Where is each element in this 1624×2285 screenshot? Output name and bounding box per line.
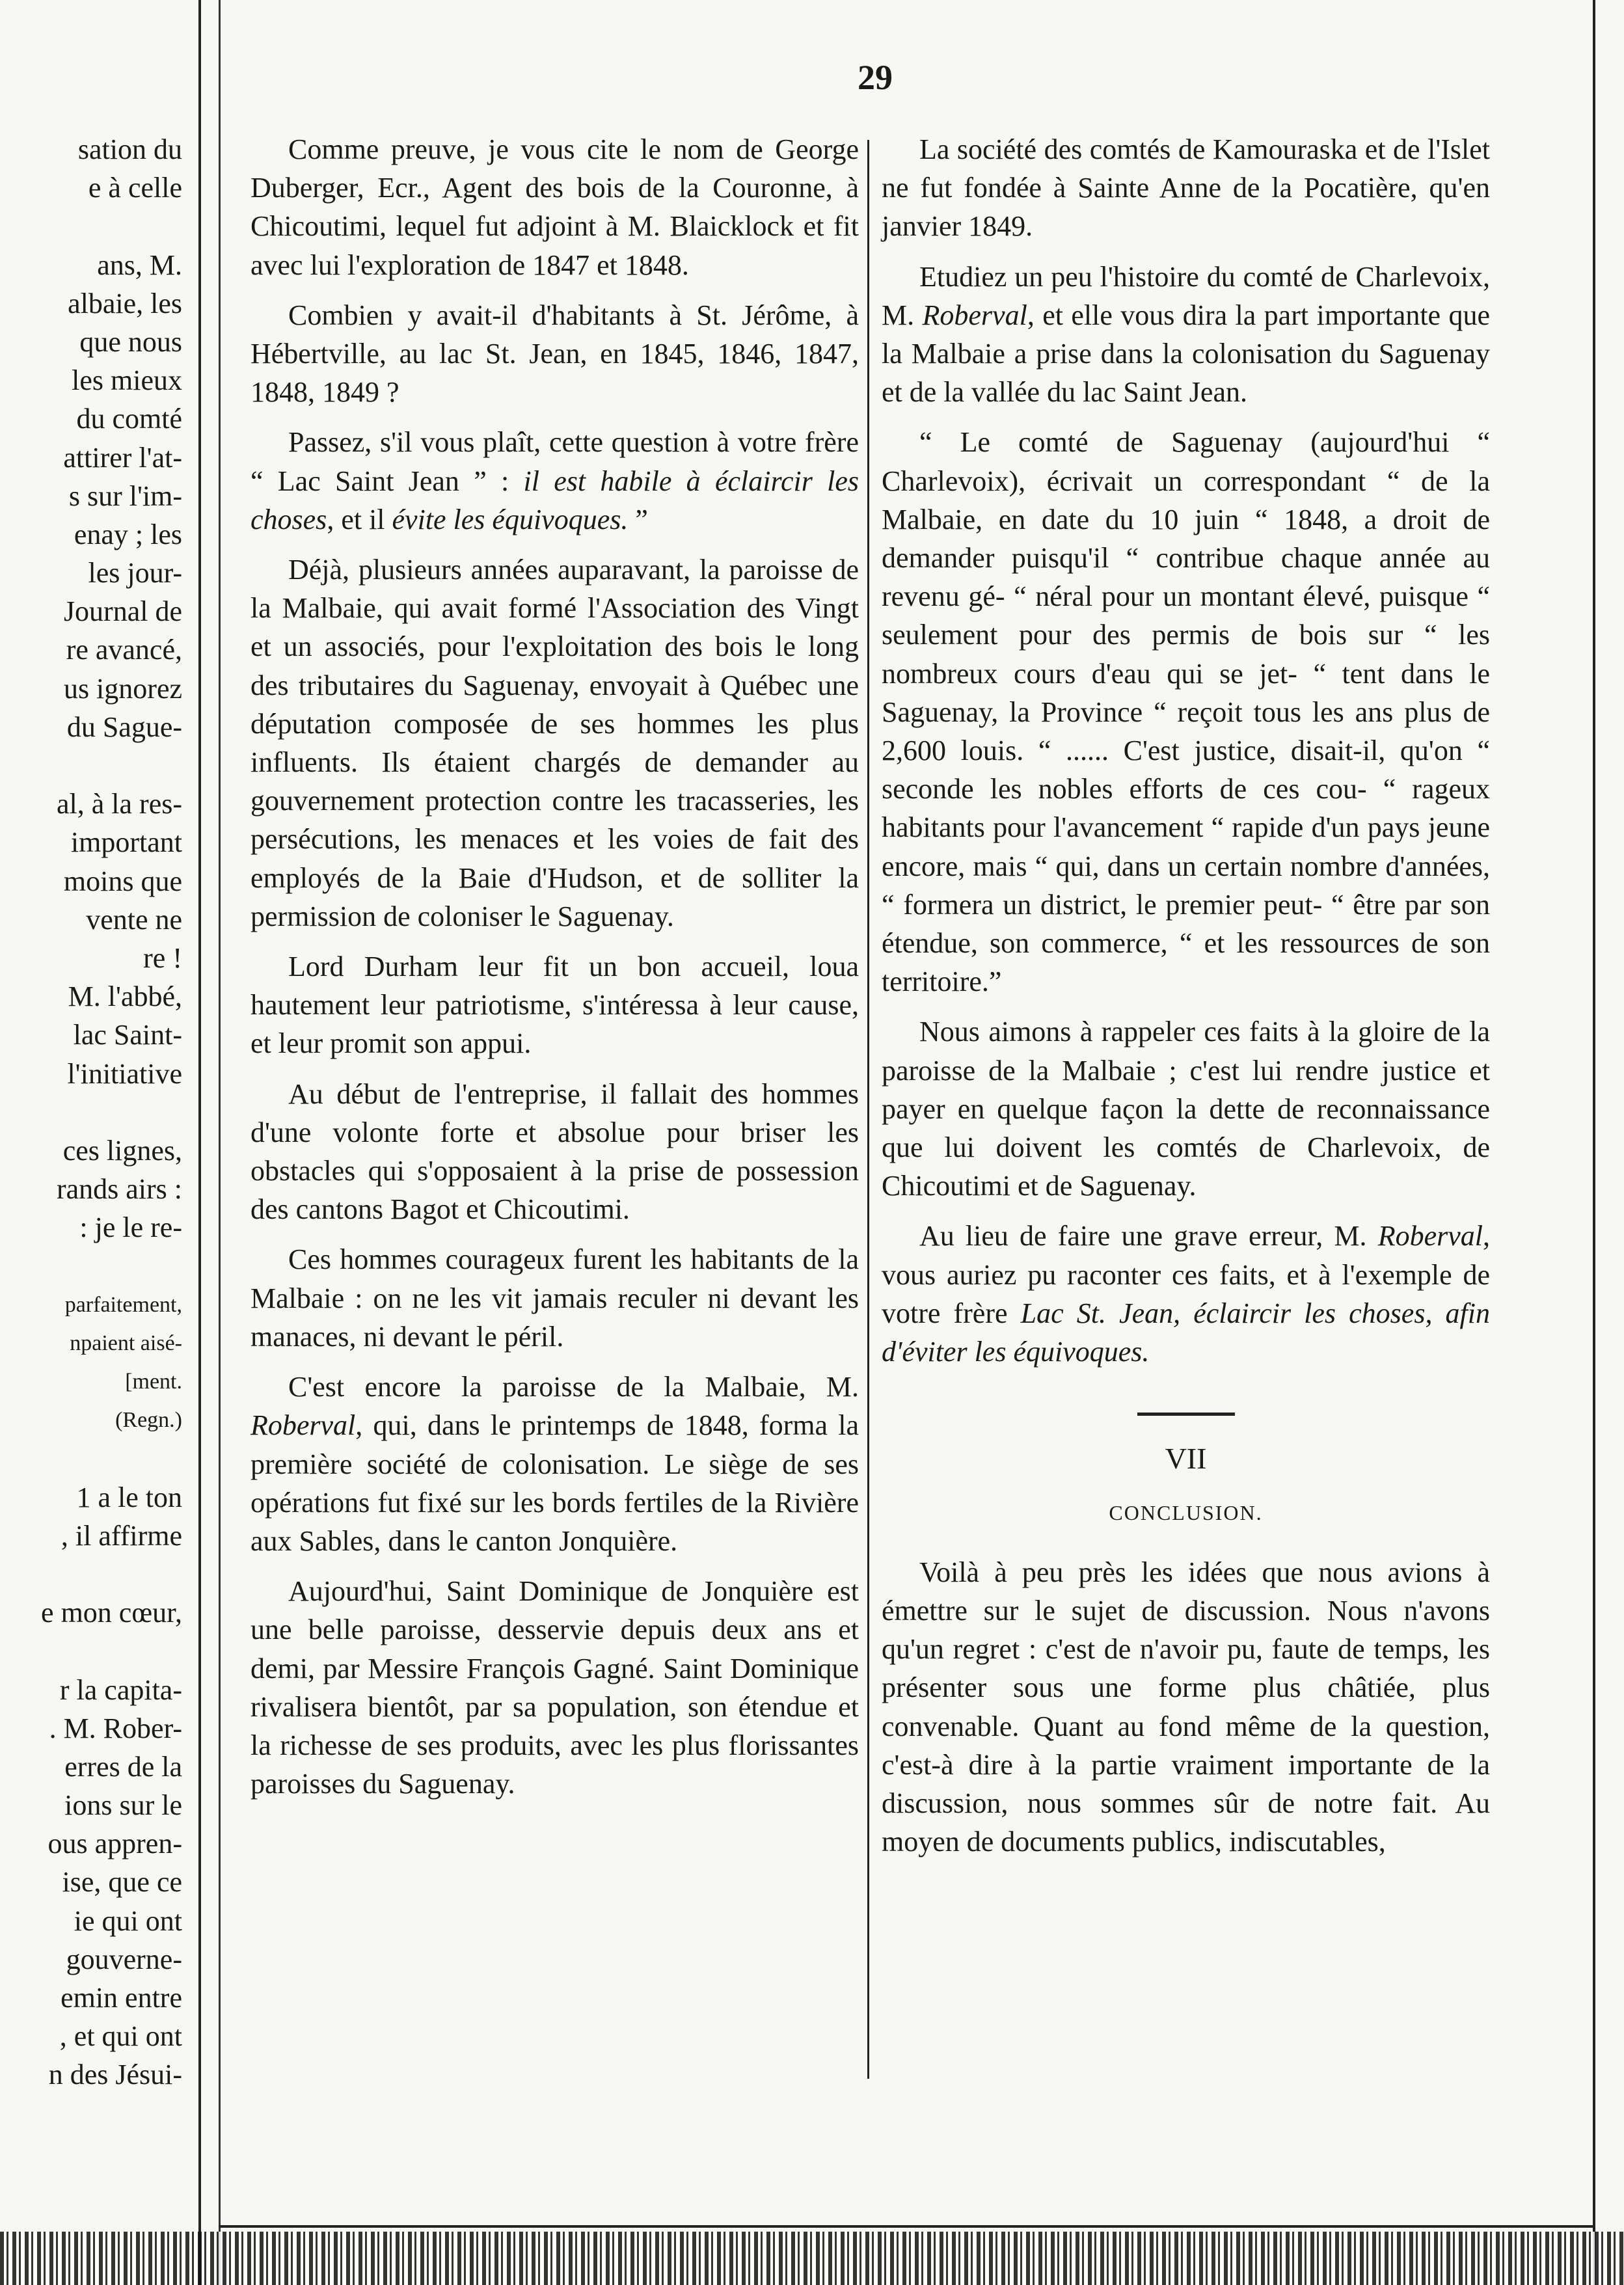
fragment-line: Journal de	[63, 595, 182, 628]
fragment-line: al, à la res-	[57, 788, 182, 820]
fragment-line: us ignorez	[63, 672, 182, 705]
paragraph	[882, 258, 1490, 412]
text-run: C'est encore la paroisse de la Malbaie, M.	[288, 1371, 859, 1403]
fragment-line: parfaitement,	[64, 1292, 182, 1317]
paragraph: Au début de l'entreprise, il fallait des hommes d'une volonte forte et absolue pour briser les obstacles qui s'opposaient à la prise de possession des cantons Bagot et Chicoutimi.	[250, 1077, 859, 1226]
fragment-line: : je le re-	[79, 1211, 182, 1244]
section-number: VII	[1165, 1442, 1207, 1476]
italic-text: Roberval	[1377, 1220, 1483, 1252]
italic-text: Roberval	[250, 1409, 356, 1442]
fragment-line	[0, 207, 182, 245]
fragment-line: r la capita-	[59, 1673, 182, 1706]
fragment-line	[0, 1632, 182, 1670]
text-run: , et elle vous dira la part importante que la Malbaie a prise dans la colonisation du Saguenay et de la vallée du lac Saint Jean.	[882, 299, 1490, 409]
fragment-line: l'initiative	[67, 1057, 182, 1090]
fragment-line: M. l'abbé,	[68, 980, 182, 1013]
paragraph: Combien y avait-il d'habitants à St. Jérôme, à Hébertville, au lac St. Jean, en 1845, 1846, 1847, 1848, 1849 ?	[250, 299, 859, 409]
paragraph: Déjà, plusieurs années auparavant, la paroisse de la Malbaie, qui avait formé l'Association des Vingt et un associés, pour l'exploitation des bois le long des tributaires du Saguenay, envoyait à Québec une députation composée de ses hommes les plus influents. Ils étaient chargés de demander au gouvernement protection contre les tracasseries, les persécutions, les menaces et les voies de fait des employés de la Baie d'Hudson, et de solliter la permission de coloniser le Saguenay.	[250, 554, 859, 932]
paragraph: Ces hommes courageux furent les habitants de la Malbaie : on ne les vit jamais reculer ni devant les manaces, ni devant le péril.	[250, 1243, 859, 1353]
section-title: CONCLUSION.	[1109, 1500, 1263, 1524]
fragment-line: n des Jésui-	[48, 2059, 182, 2091]
paragraph: Comme preuve, je vous cite le nom de George Duberger, Ecr., Agent des bois de la Couronne, à Chicoutimi, lequel fut adjoint à M. Blaicklock et fit avec lui l'exploration de 1847 et 1848.	[250, 133, 859, 281]
fragment-line	[0, 1247, 182, 1285]
page-fold-line	[198, 0, 201, 2285]
fragment-line: ions sur le	[64, 1789, 182, 1822]
section-rule	[1137, 1413, 1235, 1416]
paragraph: Lord Durham leur fit un bon accueil, loua hautement leur patriotisme, s'intéressa à leur cause, et leur promit son appui.	[250, 951, 859, 1060]
fragment-line: (Regn.)	[115, 1408, 182, 1433]
fragment-line: gouverne-	[66, 1943, 182, 1975]
fragment-line: ous appren-	[47, 1828, 182, 1860]
page-border-bottom	[219, 2225, 1593, 2228]
fragment-line: important	[70, 826, 182, 859]
right-column	[882, 130, 1490, 1873]
scan-edge-strip	[0, 2232, 1624, 2285]
fragment-line: attirer l'at-	[63, 441, 182, 474]
fragment-line: ise, que ce	[62, 1866, 182, 1899]
fragment-line	[0, 746, 182, 785]
paragraph: Nous aimons à rappeler ces faits à la gloire de la paroisse de la Malbaie ; c'est lui rendre justice et payer en quelque façon la dette de reconnaissance que lui doivent les comtés de Charlevoix, de Chicoutimi et de Saguenay.	[882, 1016, 1490, 1202]
fragment-line: albaie, les	[68, 287, 182, 319]
quoted-paragraph: “ Le comté de Saguenay (aujourd'hui “ Charlevoix), écrivait un correspondant “ de la Malbaie, en date du 10 juin “ 1848, a droit de demander puisqu'il “ contribue chaque année au revenu gé- “ néral pour un montant élevé, puisque “ seulement pour des permis de bois sur “ les nombreux cours d'eau qui se jet- “ tent dans le Saguenay, la Province “ reçoit tous les ans plus de 2,600 louis. “ ...... C'est justice, disait-il, qu'on “ seconde les nobles efforts de ces cou- “ rageux habitants pour l'avancement “ rapide d'un pays jeune encore, mais “ qui, dans un certain nombre d'années, “ formera un district, le premier peut- “ être par son étendue, son commerce, “ et les ressources de son territoire.”	[882, 426, 1490, 998]
fragment-line: les mieux	[72, 364, 182, 397]
page-number: 29	[858, 58, 893, 97]
fragment-line: ces lignes,	[62, 1134, 182, 1167]
paragraph: Aujourd'hui, Saint Dominique de Jonquière est une belle paroisse, desservie depuis deux ans et demi, par Messire François Gagné. Saint Dominique rivalisera bientôt, par sa population, son étendue et la richesse de ses produits, avec les plus florissantes paroisses du Saguenay.	[250, 1575, 859, 1800]
page-border-right	[1593, 0, 1595, 2285]
page-border-left	[219, 0, 221, 2285]
paragraph	[250, 1368, 859, 1560]
fragment-line: erres de la	[64, 1750, 182, 1783]
text-run: , qui, dans le printemps de 1848, forma la première société de colonisation. Le siège de ses opérations fut fixé sur les bords fertiles de la Rivière aux Sables, dans le canton Jonquière.	[250, 1409, 859, 1557]
fragment-line: emin entre	[61, 1982, 182, 2014]
italic-text: Lac St. Jean, éclaircir les choses, afin d'éviter les équivoques.	[882, 1297, 1490, 1368]
italic-text: il est habile à éclaircir les choses	[250, 465, 859, 535]
fragment-line: enay ; les	[74, 518, 182, 550]
paragraph: Voilà à peu près les idées que nous avions à émettre sur le sujet de discussion. Nous n'avons qu'un regret : c'est de n'avoir pu, faute de temps, les présenter sous une forme plus châtiée, plus convenable. Quant au fond même de la question, c'est-à dire à la partie vraiment importante de la discussion, nous sommes sûr de notre fait. Au moyen de documents publics, indiscutables,	[882, 1556, 1490, 1858]
text-run: ”	[628, 503, 648, 535]
fragment-line: sation du	[77, 133, 182, 165]
italic-text: Roberval	[922, 299, 1027, 331]
paragraph	[882, 1217, 1490, 1371]
fragment-line: , et qui ont	[59, 2020, 182, 2053]
paragraph	[250, 423, 859, 539]
fragment-line: e à celle	[88, 172, 182, 204]
fragment-line: ie qui ont	[74, 1904, 182, 1937]
fragment-line	[0, 1439, 182, 1478]
fragment-line: moins que	[63, 865, 182, 897]
fragment-line: vente ne	[86, 903, 182, 936]
italic-text: évite les équivoques.	[392, 503, 629, 535]
center-column	[250, 130, 859, 1815]
fragment-line	[0, 1555, 182, 1593]
fragment-line: re avancé,	[66, 634, 182, 666]
fragment-line: ans, M.	[97, 249, 182, 281]
fragment-line: rands airs :	[56, 1173, 182, 1206]
fragment-line: npaient aisé-	[70, 1331, 182, 1355]
text-run: Etudiez un peu l'histoire du comté de Charlevoix, M.	[882, 260, 1490, 331]
fragment-line: s sur l'im-	[68, 480, 182, 512]
text-run: Passez, s'il vous plaît, cette question à votre frère “ Lac Saint Jean ” :	[250, 426, 859, 497]
text-run: , et il	[327, 503, 392, 535]
paragraph: La société des comtés de Kamouraska et de l'Islet ne fut fondée à Sainte Anne de la Pocatière, qu'en janvier 1849.	[882, 133, 1490, 243]
fragment-line: . M. Rober-	[49, 1712, 182, 1744]
text-run: Au lieu de faire une grave erreur, M.	[919, 1220, 1378, 1252]
column-divider	[867, 140, 869, 2079]
fragment-line: , il affirme	[61, 1519, 182, 1552]
fragment-line: que nous	[79, 325, 182, 358]
fragment-line: re !	[143, 941, 182, 974]
fragment-line: 1 a le ton	[76, 1481, 182, 1513]
fragment-line: du Sague-	[66, 710, 182, 743]
fragment-line: du comté	[76, 403, 182, 435]
fragment-line: les jour-	[88, 557, 182, 589]
fragment-line: lac Saint-	[73, 1019, 182, 1051]
text-run: , vous auriez pu raconter ces faits, et à l'exemple de votre frère	[882, 1220, 1490, 1329]
fragment-line	[0, 1093, 182, 1131]
previous-page-fragment	[0, 130, 182, 2094]
fragment-line: [ment.	[125, 1370, 182, 1394]
fragment-line: e mon cœur,	[41, 1597, 182, 1629]
